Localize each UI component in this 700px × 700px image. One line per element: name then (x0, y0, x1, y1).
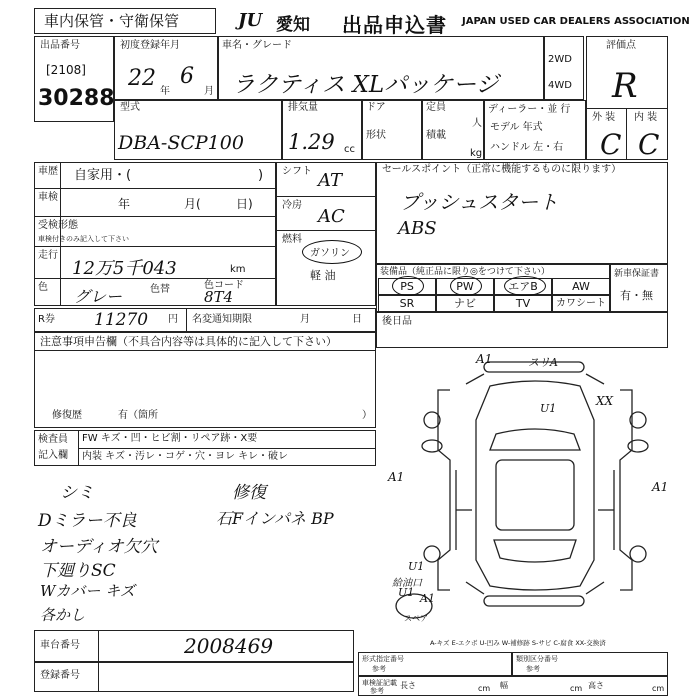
mark-left-a1: A1 (388, 470, 405, 484)
chassis-value: 2008469 (184, 634, 274, 658)
rating-split (626, 108, 627, 160)
ju-logo: JU (238, 10, 263, 31)
lot-number: 30288 (38, 86, 115, 111)
notes-line (34, 350, 376, 351)
fuel-label: 燃料 (282, 234, 302, 245)
lot-label: 出品番号 (40, 40, 80, 51)
handle-label: ハンドル 左・右 (490, 142, 564, 153)
equip-airbag: エアB (494, 278, 552, 295)
recycle-value: 11270 (94, 310, 149, 330)
chassis-label: 車台番号 (40, 640, 80, 651)
shaken-month: 月( (184, 197, 201, 211)
association-name: JAPAN USED CAR DEALERS ASSOCIATION (462, 16, 690, 27)
mark-fuel-lid: 給油口 (392, 578, 422, 589)
remark-4: 下廻りSC (40, 561, 116, 581)
load-unit: kg (470, 148, 483, 159)
class-label: 類別区分番号 (516, 655, 558, 663)
shaken-year: 年 (118, 197, 131, 211)
registration-month: 6 (180, 64, 194, 89)
capacity-label: 定員 (426, 102, 446, 113)
ac-label: 冷房 (282, 200, 302, 211)
mark-front-a1: A1 (476, 352, 493, 366)
remark-1: シミ (60, 483, 94, 503)
spare-label: スペア (404, 614, 428, 623)
remark-3: オーディオ欠穴 (40, 537, 158, 557)
interior-label: 内 装 (634, 112, 658, 123)
fuel-diesel: 軽 油 (310, 269, 336, 282)
form-ref: 参考 (372, 665, 386, 673)
dims-label: 車検証記載 (362, 679, 397, 687)
inspector-row-2: 内装 キズ・汚レ・コゲ・穴・ヨレ キレ・破レ (82, 451, 289, 462)
org-name: 愛知 (276, 15, 310, 35)
capacity-unit: 人 (472, 118, 482, 129)
repair-close: ） (362, 410, 372, 421)
equip-tv: TV (494, 295, 552, 312)
displacement-value: 1.29 (288, 130, 335, 154)
ps-circle (392, 276, 424, 296)
doors-label: ドア (366, 102, 386, 113)
equip-pw: PW (436, 278, 494, 295)
mileage-label: 走行 (38, 250, 58, 261)
mark-right-a1: A1 (652, 480, 669, 494)
registration-label: 初度登録年月 (120, 40, 180, 51)
equipment-label: 装備品（純正品に限り◎をつけて下さい） (380, 267, 550, 277)
mark-rear-a1: A1 (420, 592, 435, 605)
inspector-row-1: FW キズ・凹・ヒビ割・リペア跡・X要 (82, 433, 258, 444)
reg-box (34, 662, 354, 692)
interior-grade: C (638, 128, 660, 161)
rating-label: 評価点 (606, 40, 636, 51)
remark-right-1: 修復 (232, 483, 266, 503)
remark-6: 各かし (40, 606, 86, 624)
shift-row-1 (276, 196, 376, 197)
mark-hood-u1: U1 (540, 402, 557, 415)
dims-width: 幅 (500, 681, 508, 690)
storage-label: 車内保管・守衛保管 (44, 12, 180, 30)
damage-legend: A-キズ E-エクボ U-凹み W-補修跡 S-サビ C-腐食 XX-交換済 (430, 639, 606, 647)
remark-5: Wカバー キズ (40, 582, 135, 600)
mileage-value: 12万5千043 (72, 258, 177, 279)
shaken-day: 日) (236, 197, 253, 211)
history-close: ) (258, 168, 264, 183)
history-label: 車歴 (38, 166, 58, 177)
model-name-value: ラクティス XLパッケージ (232, 72, 499, 98)
equip-aw: AW (552, 278, 610, 295)
shaken-label: 車検 (38, 192, 58, 203)
displacement-label: 排気量 (288, 102, 318, 113)
spec-row-2 (34, 216, 276, 217)
form-label: 形式指定番号 (362, 655, 404, 663)
dealer-label: ディーラー・並 行 (488, 104, 571, 115)
mark-rear-u1-b: U1 (398, 586, 415, 599)
rating-divider (586, 108, 668, 109)
load-label: 積載 (426, 130, 446, 141)
dims-ref: 参考 (370, 687, 384, 695)
color-label: 色 (38, 282, 48, 293)
model-code-label: 型式 (120, 102, 140, 113)
color-change-label: 色替 (150, 284, 170, 295)
equip-ps: PS (378, 278, 436, 295)
later-box (376, 312, 668, 348)
remark-2: Dミラー不良 (38, 511, 137, 531)
recycle-unit: 円 (168, 314, 178, 325)
sales-point-label: セールスポイント（正常に機能するものに限ります） (382, 164, 622, 175)
pw-circle (450, 276, 482, 296)
repair-label: 修復歴 (52, 410, 82, 421)
recycle-divider (186, 308, 187, 332)
airbag-circle (504, 276, 546, 296)
lot-bracket-number: [2108] (46, 63, 86, 77)
spec-row-1 (34, 188, 276, 189)
warranty-label: 新車保証書 (614, 269, 660, 279)
repair-value: 有（箇所 (118, 410, 158, 421)
mark-front-scratch: スリA (528, 356, 558, 369)
receive-label: 受検形態 (38, 220, 78, 231)
exterior-grade: C (600, 128, 622, 161)
mileage-unit: km (230, 264, 246, 275)
tax-label: 名変通知期限 (192, 314, 252, 325)
registration-year-unit: 年 (160, 86, 170, 97)
sales-point-line2: ABS (398, 218, 437, 239)
shape-label: 形状 (366, 130, 386, 141)
dims-length: 長さ (400, 681, 416, 690)
notes-label: 注意事項申告欄（不具合内容等は具体的に記入して下さい） (40, 335, 337, 348)
receive-note: 車検付きのみ記入して下さい (38, 235, 129, 243)
color-value: グレー (74, 287, 123, 306)
shift-row-2 (276, 230, 376, 231)
model-year-label: モデル 年式 (490, 122, 543, 133)
sales-point-line1: プッシュスタート (400, 190, 559, 214)
equip-navi: ナビ (436, 295, 494, 312)
shift-value: AT (318, 170, 343, 191)
history-value: 自家用・( (74, 168, 132, 183)
equip-leather-seat: カワシート (552, 295, 610, 312)
dims-height: 高さ (588, 681, 604, 690)
model-code-value: DBA-SCP100 (118, 132, 244, 154)
tax-month: 月 (300, 314, 310, 325)
rating-value: R (612, 66, 638, 106)
model-name-label: 車名・グレード (222, 40, 292, 51)
exterior-label: 外 装 (592, 112, 616, 123)
color-code-value: 8T4 (204, 288, 234, 306)
reg-label: 登録番号 (40, 670, 80, 681)
later-label: 後日品 (382, 316, 412, 327)
registration-year: 22 (128, 66, 156, 91)
dims-length-unit: cm (478, 684, 491, 693)
inspector-label-1: 検査員 (38, 434, 68, 445)
drive-2wd: 2WD (548, 54, 572, 65)
mark-xx: XX (596, 394, 614, 408)
warranty-options: 有・無 (620, 289, 653, 302)
fuel-gasoline-circle (302, 240, 362, 264)
spec-row-3 (34, 246, 276, 247)
tax-day: 日 (352, 314, 362, 325)
ac-value: AC (318, 206, 345, 227)
fuel-gasoline: ガソリン (310, 248, 350, 259)
sheet-title: 出品申込書 (342, 13, 447, 37)
car-diagram (380, 350, 670, 630)
mark-rear-u1-a: U1 (408, 560, 425, 573)
color-code-label: 色コード (204, 280, 244, 291)
inspector-mid (78, 448, 376, 449)
class-ref: 参考 (526, 665, 540, 673)
displacement-unit: cc (344, 144, 355, 155)
recycle-label: R券 (38, 314, 55, 325)
inspector-label-2: 記入欄 (38, 450, 68, 461)
equip-sr: SR (378, 295, 436, 312)
remark-right-2: 石Fインパネ BP (216, 509, 334, 528)
shift-label: シフト (282, 166, 312, 177)
dims-height-unit: cm (652, 684, 665, 693)
dims-width-unit: cm (570, 684, 583, 693)
drive-4wd: 4WD (548, 80, 572, 91)
registration-month-unit: 月 (204, 86, 214, 97)
